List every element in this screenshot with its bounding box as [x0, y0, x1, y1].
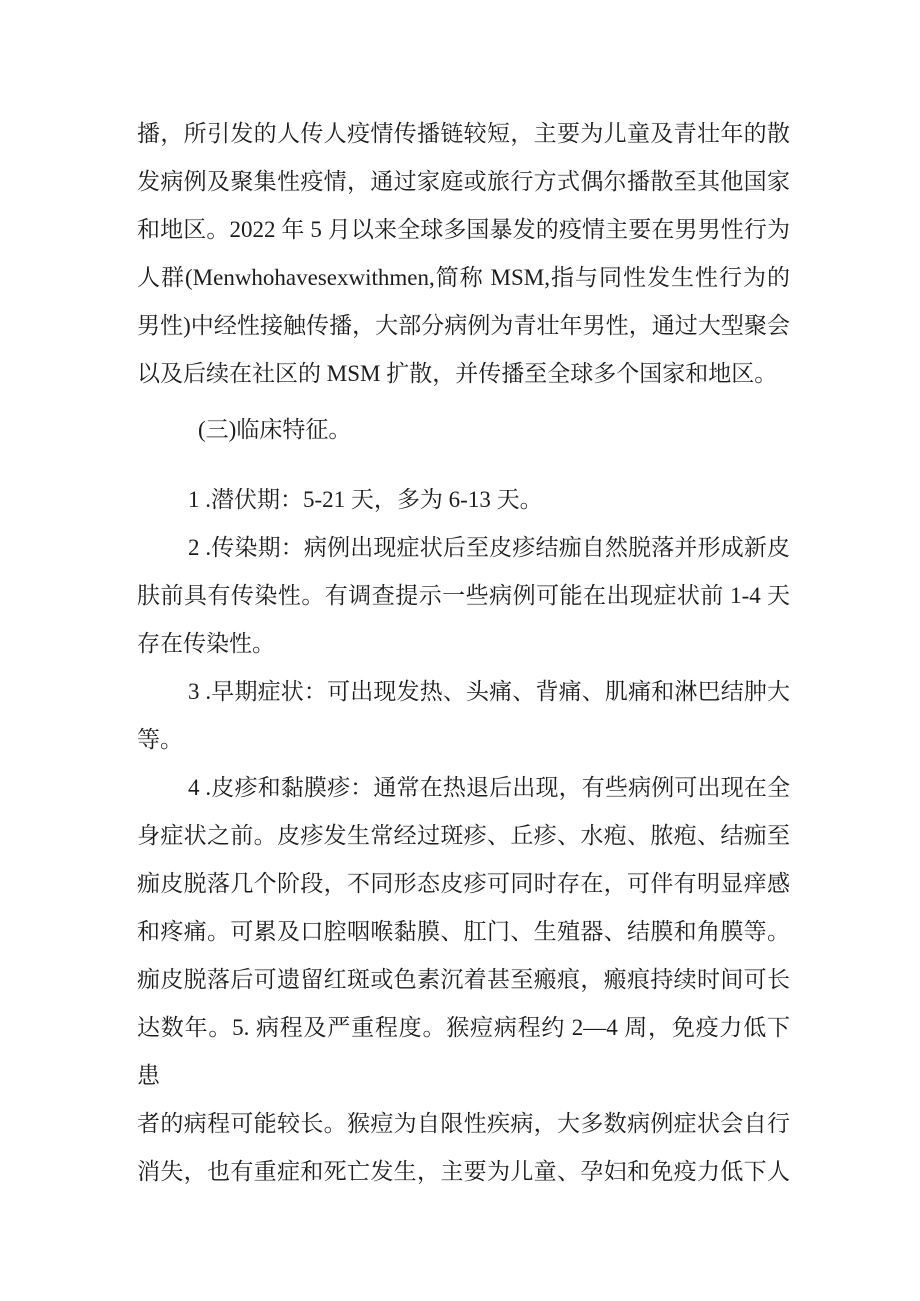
text-line: 痂皮脱落后可遗留红斑或色素沉着甚至瘢痕，瘢痕持续时间可长 — [137, 967, 790, 992]
text-line: 达数年。5. 病程及严重程度。猴痘病程约 2—4 周，免疫力低下患 — [137, 1015, 790, 1088]
text-line: 者的病程可能较长。猴痘为自限性疾病，大多数病例症状会自行 — [137, 1111, 790, 1136]
text-line: 肤前具有传染性。有调查提示一些病例可能在出现症状前 1-4 天 — [137, 583, 790, 608]
text-line: 等。 — [137, 727, 183, 752]
text-line: 发病例及聚集性疫情，通过家庭或旅行方式偶尔播散至其他国家 — [137, 169, 790, 194]
text-line: 和疼痛。可累及口腔咽喉黏膜、肛门、生殖器、结膜和角膜等。 — [137, 919, 790, 944]
list-item: 4 .皮疹和黏膜疹：通常在热退后出现，有些病例可出现在全 — [188, 775, 790, 800]
list-item: 3 .早期症状：可出现发热、头痛、背痛、肌痛和淋巴结肿大 — [188, 679, 790, 704]
text-line: 身症状之前。皮疹发生常经过斑疹、丘疹、水疱、脓疱、结痂至 — [137, 823, 790, 848]
text-block — [137, 110, 790, 1196]
section-heading: (三)临床特征。 — [198, 417, 352, 442]
text-line: 存在传染性。 — [137, 631, 275, 656]
text-line: 痂皮脱落几个阶段，不同形态皮疹可同时存在，可伴有明显痒感 — [137, 871, 790, 896]
text-line: 消失，也有重症和死亡发生，主要为儿童、孕妇和免疫力低下人 — [137, 1159, 790, 1184]
text-line: 播，所引发的人传人疫情传播链较短，主要为儿童及青壮年的散 — [137, 121, 790, 146]
text-line: 以及后续在社区的 MSM 扩散，并传播至全球多个国家和地区。 — [137, 361, 778, 386]
list-item: 2 .传染期：病例出现症状后至皮疹结痂自然脱落并形成新皮 — [188, 535, 790, 560]
text-line: 人群(Menwhohavesexwithmen,简称 MSM,指与同性发生性行为的 — [137, 265, 790, 290]
text-line: 和地区。2022 年 5 月以来全球多国暴发的疫情主要在男男性行为 — [137, 217, 790, 242]
text-line: 男性)中经性接触传播，大部分病例为青壮年男性，通过大型聚会 — [137, 313, 790, 338]
list-item: 1 .潜伏期：5-21 天，多为 6-13 天。 — [188, 487, 543, 512]
